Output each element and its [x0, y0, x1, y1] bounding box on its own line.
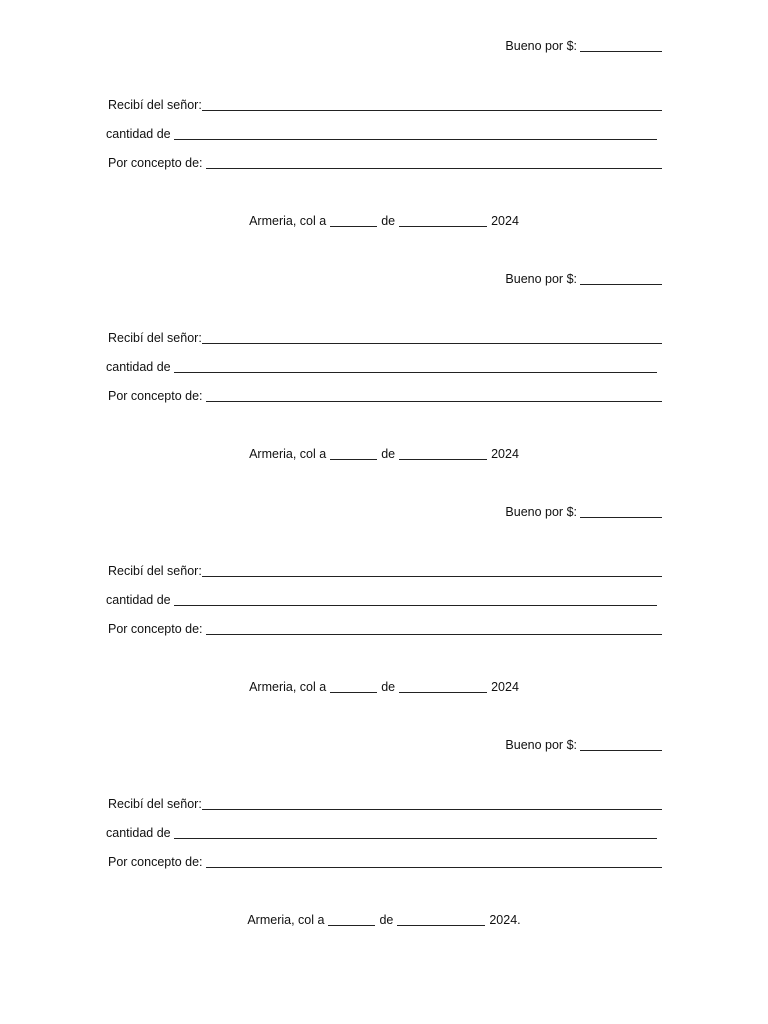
date-de: de	[381, 447, 396, 461]
recibi-line	[108, 794, 662, 812]
cantidad-line	[106, 124, 657, 142]
payer-name-blank[interactable]	[202, 97, 662, 111]
month-blank[interactable]	[399, 679, 487, 693]
payer-name-blank[interactable]	[202, 563, 662, 577]
cantidad-label: cantidad de	[106, 127, 171, 141]
amount-blank[interactable]	[580, 737, 662, 751]
day-blank[interactable]	[330, 446, 377, 460]
concepto-line	[108, 852, 662, 870]
amount-blank[interactable]	[580, 271, 662, 285]
date-line	[0, 444, 768, 462]
amount-blank[interactable]	[580, 38, 662, 52]
receipt-form	[0, 0, 768, 232]
date-prefix: Armeria, col a	[249, 214, 327, 228]
payer-name-blank[interactable]	[202, 796, 662, 810]
bueno-por-label: Bueno por $:	[505, 39, 577, 53]
cantidad-line	[106, 590, 657, 608]
date-year: 2024	[491, 680, 519, 694]
date-line	[0, 211, 768, 229]
amount-blank[interactable]	[580, 504, 662, 518]
cantidad-label: cantidad de	[106, 593, 171, 607]
amount-words-blank[interactable]	[174, 825, 657, 839]
bueno-por-label: Bueno por $:	[505, 272, 577, 286]
recibi-label: Recibí del señor:	[108, 98, 202, 112]
recibi-label: Recibí del señor:	[108, 797, 202, 811]
month-blank[interactable]	[399, 446, 487, 460]
receipt-form	[0, 699, 768, 931]
date-prefix: Armeria, col a	[249, 447, 327, 461]
bueno-por-line	[505, 735, 662, 753]
amount-words-blank[interactable]	[174, 126, 657, 140]
receipt-form	[0, 466, 768, 698]
cantidad-line	[106, 357, 657, 375]
bueno-por-line	[505, 502, 662, 520]
date-line	[0, 677, 768, 695]
recibi-line	[108, 328, 662, 346]
concept-blank[interactable]	[206, 854, 662, 868]
concepto-label: Por concepto de:	[108, 156, 203, 170]
amount-words-blank[interactable]	[174, 592, 657, 606]
bueno-por-label: Bueno por $:	[505, 505, 577, 519]
cantidad-line	[106, 823, 657, 841]
date-de: de	[381, 214, 396, 228]
bueno-por-label: Bueno por $:	[505, 738, 577, 752]
recibi-line	[108, 561, 662, 579]
concepto-line	[108, 153, 662, 171]
concept-blank[interactable]	[206, 155, 662, 169]
concept-blank[interactable]	[206, 388, 662, 402]
month-blank[interactable]	[397, 912, 485, 926]
day-blank[interactable]	[330, 213, 377, 227]
cantidad-label: cantidad de	[106, 360, 171, 374]
bueno-por-line	[505, 269, 662, 287]
date-de: de	[381, 680, 396, 694]
date-de: de	[379, 913, 394, 927]
date-prefix: Armeria, col a	[247, 913, 325, 927]
day-blank[interactable]	[328, 912, 375, 926]
concepto-line	[108, 386, 662, 404]
recibi-line	[108, 95, 662, 113]
date-line	[0, 910, 768, 928]
month-blank[interactable]	[399, 213, 487, 227]
bueno-por-line	[505, 36, 662, 54]
date-year: 2024	[491, 214, 519, 228]
concepto-label: Por concepto de:	[108, 855, 203, 869]
receipt-form	[0, 233, 768, 465]
cantidad-label: cantidad de	[106, 826, 171, 840]
concepto-line	[108, 619, 662, 637]
concepto-label: Por concepto de:	[108, 622, 203, 636]
amount-words-blank[interactable]	[174, 359, 657, 373]
day-blank[interactable]	[330, 679, 377, 693]
date-prefix: Armeria, col a	[249, 680, 327, 694]
concepto-label: Por concepto de:	[108, 389, 203, 403]
date-year: 2024	[491, 447, 519, 461]
payer-name-blank[interactable]	[202, 330, 662, 344]
recibi-label: Recibí del señor:	[108, 331, 202, 345]
recibi-label: Recibí del señor:	[108, 564, 202, 578]
concept-blank[interactable]	[206, 621, 662, 635]
date-year: 2024.	[489, 913, 521, 927]
